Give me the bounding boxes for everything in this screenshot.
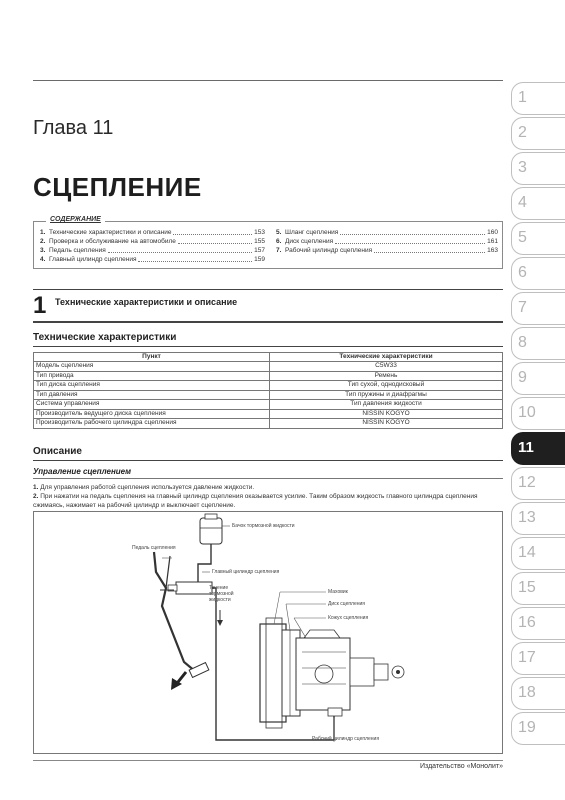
toc-entry-page: 157 <box>254 247 265 254</box>
chapter-tab-label: 7 <box>518 299 527 316</box>
chapter-tab-6[interactable] <box>511 257 565 290</box>
specs-title: Технические характеристики <box>33 332 177 343</box>
section-title: Технические характеристики и описание <box>55 297 238 307</box>
chapter-tab-13[interactable] <box>511 502 565 535</box>
chapter-heading: СЦЕПЛЕНИЕ <box>33 172 202 202</box>
chapter-tab-19[interactable] <box>511 712 565 745</box>
chapter-tab-label: 19 <box>518 719 536 736</box>
toc-entry-number: 3. <box>40 247 46 254</box>
toc-column-right <box>276 228 498 255</box>
toc-entry[interactable] <box>276 246 498 255</box>
toc-entry-number: 5. <box>276 229 282 236</box>
toc-entry[interactable] <box>276 228 498 237</box>
toc-entry-text: Проверка и обслуживание на автомобиле <box>49 238 176 245</box>
chapter-tab-14[interactable] <box>511 537 565 570</box>
master-cylinder-shape <box>176 582 212 594</box>
toc-entry-text: Технические характеристики и описание <box>49 229 172 236</box>
chapter-tab-label: 12 <box>518 474 536 491</box>
item-number: 2. <box>33 493 39 500</box>
chapter-tab-2[interactable] <box>511 117 565 150</box>
toc-leader <box>374 246 485 253</box>
toc-entry-text: Рабочий цилиндр сцепления <box>285 247 373 254</box>
column-header-item: Пункт <box>34 353 270 362</box>
table-cell: Тип сухой, однодисковый <box>270 381 503 391</box>
toc-entry-page: 160 <box>487 229 498 236</box>
toc-entry-number: 6. <box>276 238 282 245</box>
toc-entry-text: Диск сцепления <box>285 238 334 245</box>
chapter-tab-4[interactable] <box>511 187 565 220</box>
toc-entry-page: 153 <box>254 229 265 236</box>
top-rule <box>33 80 503 81</box>
table-cell: Производитель ведущего диска сцепления <box>34 409 270 419</box>
publisher-footer: Издательство «Монолит» <box>419 763 503 770</box>
toc-entry-text: Главный цилиндр сцепления <box>49 256 137 263</box>
pedal-arm <box>154 552 196 672</box>
chapter-tab-label: 1 <box>518 89 527 106</box>
chapter-tab-label: 17 <box>518 649 536 666</box>
toc-leader <box>173 228 252 235</box>
toc-entry[interactable] <box>40 228 265 237</box>
chapter-tab-label: 16 <box>518 614 536 631</box>
toc-entry[interactable] <box>40 237 265 246</box>
section-number: 1 <box>33 292 47 319</box>
section-top-rule <box>33 289 503 290</box>
clutch-diagram-drawing <box>34 512 503 754</box>
chapter-tab-label: 4 <box>518 194 527 211</box>
table-cell: Ремень <box>270 371 503 381</box>
chapter-tab-label: 15 <box>518 579 536 596</box>
chapter-tab-12[interactable] <box>511 467 565 500</box>
table-cell: NISSIN KOGYO <box>270 419 503 429</box>
label-fluid-flow: Течение тормозной жидкости <box>209 585 234 603</box>
table-cell: Система управления <box>34 400 270 410</box>
toc-column-left <box>40 228 265 264</box>
chapter-title: Глава 11 <box>33 117 114 139</box>
specs-rule <box>33 346 503 347</box>
toc-leader <box>178 237 252 244</box>
description-subtitle: Управление сцеплением <box>33 467 132 476</box>
chapter-tab-8[interactable] <box>511 327 565 360</box>
table-row <box>34 381 503 391</box>
toc-leader <box>335 237 485 244</box>
toc-entry-text: Педаль сцепления <box>49 247 106 254</box>
description-rule <box>33 460 503 461</box>
item-number: 1. <box>33 484 39 491</box>
table-cell: Тип привода <box>34 371 270 381</box>
chapter-tab-18[interactable] <box>511 677 565 710</box>
table-of-contents <box>33 216 503 269</box>
chapter-tab-label: 5 <box>518 229 527 246</box>
clutch-diagram <box>33 511 503 754</box>
description-item <box>33 492 501 510</box>
chapter-tab-label: 10 <box>518 404 536 421</box>
footer-rule <box>33 760 503 761</box>
table-cell: Тип пружины и диафрагмы <box>270 390 503 400</box>
toc-entry[interactable] <box>40 246 265 255</box>
chapter-tab-label: 13 <box>518 509 536 526</box>
toc-entry-number: 2. <box>40 238 46 245</box>
slave-cylinder-shape <box>328 708 342 716</box>
item-text: Для управления работой сцепления используется давление жидкости. <box>40 484 255 491</box>
description-item <box>33 483 501 492</box>
toc-entry-page: 161 <box>487 238 498 245</box>
description-title: Описание <box>33 446 82 457</box>
label-slave-cylinder: Рабочий цилиндр сцепления <box>312 736 380 742</box>
toc-entry-page: 155 <box>254 238 265 245</box>
chapter-tab-11[interactable] <box>511 432 565 465</box>
chapter-tab-label: 6 <box>518 264 527 281</box>
chapter-tab-7[interactable] <box>511 292 565 325</box>
table-row <box>34 409 503 419</box>
toc-leader <box>340 228 485 235</box>
label-flywheel: Маховик <box>328 589 348 595</box>
table-cell: NISSIN KOGYO <box>270 409 503 419</box>
chapter-tab-9[interactable] <box>511 362 565 395</box>
chapter-tab-label: 14 <box>518 544 536 561</box>
table-cell: Тип давления <box>34 390 270 400</box>
toc-entry-text: Шланг сцепления <box>285 229 339 236</box>
table-header-row <box>34 353 503 362</box>
label-reservoir: Бачок тормозной жидкости <box>232 523 295 529</box>
reservoir-hose <box>198 544 211 584</box>
column-header-spec: Технические характеристики <box>270 353 503 362</box>
table-cell: Тип диска сцепления <box>34 381 270 391</box>
chapter-tab-label: 3 <box>518 159 527 176</box>
toc-entry-number: 7. <box>276 247 282 254</box>
chapter-tab-label: 18 <box>518 684 536 701</box>
table-row <box>34 400 503 410</box>
table-row <box>34 371 503 381</box>
pedal-pad <box>189 663 209 678</box>
toc-label: СОДЕРЖАНИЕ <box>46 216 105 223</box>
toc-entry-page: 163 <box>487 247 498 254</box>
table-row <box>34 362 503 372</box>
table-row <box>34 390 503 400</box>
chapter-tab-label: 8 <box>518 334 527 351</box>
chapter-tab-label: 2 <box>518 124 527 141</box>
table-row <box>34 419 503 429</box>
toc-entry-page: 159 <box>254 256 265 263</box>
chapter-tab-15[interactable] <box>511 572 565 605</box>
section-underline <box>33 321 503 323</box>
table-cell: C5W33 <box>270 362 503 372</box>
toc-entry-number: 4. <box>40 256 46 263</box>
chapter-tabs <box>511 82 565 747</box>
toc-leader <box>138 255 252 262</box>
chapter-tab-3[interactable] <box>511 152 565 185</box>
toc-entry-number: 1. <box>40 229 46 236</box>
toc-entry[interactable] <box>40 255 265 264</box>
specs-table <box>33 352 503 429</box>
item-text: При нажатии на педаль сцепления на главный цилиндр сцепления оказывается усилие. Таким образом жидкость главного цилиндра сцепления сжимаясь, нажимает на рабочий цилиндр и выключает сцепление. <box>33 493 478 509</box>
reservoir-shape <box>200 518 222 544</box>
chapter-tab-17[interactable] <box>511 642 565 675</box>
toc-leader <box>108 246 252 253</box>
label-pedal: Педаль сцепления <box>132 545 176 551</box>
table-cell: Модель сцепления <box>34 362 270 372</box>
label-master-cylinder: Главный цилиндр сцепления <box>212 569 280 575</box>
label-clutch-cover: Кожух сцепления <box>328 615 369 621</box>
chapter-tab-label: 11 <box>518 439 534 456</box>
chapter-tab-label: 9 <box>518 369 527 386</box>
toc-entry[interactable] <box>276 237 498 246</box>
chapter-tab-5[interactable] <box>511 222 565 255</box>
clutch-assembly <box>260 618 404 728</box>
chapter-tab-1[interactable] <box>511 82 565 115</box>
subtitle-rule <box>33 478 503 479</box>
table-cell: Производитель рабочего цилиндра сцепления <box>34 419 270 429</box>
table-cell: Тип давления жидкости <box>270 400 503 410</box>
chapter-tab-16[interactable] <box>511 607 565 640</box>
chapter-tab-10[interactable] <box>511 397 565 430</box>
label-clutch-disc: Диск сцепления <box>328 601 366 607</box>
